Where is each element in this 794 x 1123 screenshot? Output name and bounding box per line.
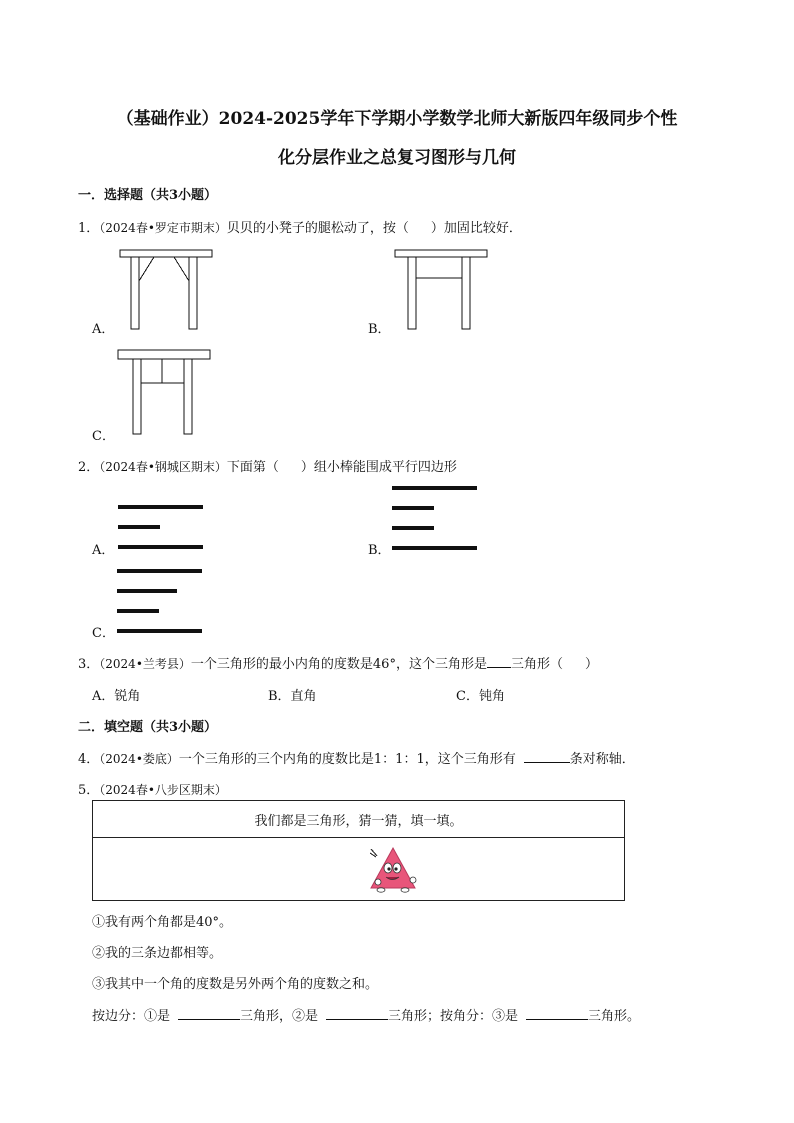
triangle-table: [92, 800, 625, 901]
question-source: （2024春•罗定市期末）: [99, 221, 227, 235]
statement-1: ①我有两个角都是40°。: [92, 915, 233, 930]
question-text: 贝贝的小凳子的腿松动了，按（: [226, 221, 409, 236]
option-b-label[interactable]: B．: [368, 543, 391, 558]
sticks-a-figure: [116, 503, 208, 553]
option-b-right[interactable]: B．直角: [268, 689, 317, 704]
question-number: 3．: [78, 657, 100, 672]
option-b-label[interactable]: B．: [368, 322, 391, 337]
question-text-mid: 三角形（: [510, 657, 563, 672]
sticks-b-figure: [390, 484, 482, 554]
question-text: 一个三角形的最小内角的度数是46°，这个三角形是: [190, 657, 487, 672]
table-header: 我们都是三角形，猜一猜，填一填。: [93, 801, 624, 838]
stool-a-figure: [118, 248, 214, 332]
table-body: [93, 838, 624, 902]
question-4: [78, 748, 635, 767]
answer-part-3: 三角形；按角分：③是: [388, 1009, 519, 1024]
question-text-end: ）组小棒能围成平行四边形: [300, 460, 457, 475]
answer-blank[interactable]: [178, 1007, 240, 1020]
question-number: 1．: [78, 221, 100, 236]
stool-b-figure: [393, 248, 489, 332]
question-text-end: 条对称轴．: [569, 752, 635, 767]
answer-blank[interactable]: [524, 750, 570, 763]
question-source: （2024•娄底）: [99, 752, 179, 766]
question-5: [78, 779, 227, 798]
section-heading-choice: 一．选择题（共3小题）: [78, 188, 218, 203]
answer-line: [92, 1005, 640, 1024]
question-source: （2024春•钢城区期末）: [99, 460, 227, 474]
page-title-line2: 化分层作业之总复习图形与几何: [278, 148, 516, 168]
answer-blank[interactable]: [487, 655, 511, 668]
stool-c-figure: [116, 348, 212, 438]
answer-part-4: 三角形。: [588, 1009, 641, 1024]
question-text-end: ）加固比较好．: [430, 221, 522, 236]
sticks-c-figure: [115, 567, 207, 637]
option-c-label[interactable]: C．: [92, 626, 115, 641]
question-number: 2．: [78, 460, 100, 475]
answer-blank[interactable]: [526, 1007, 588, 1020]
page-title-line1: （基础作业）2024-2025学年下学期小学数学北师大新版四年级同步个性: [116, 109, 678, 129]
answer-part-1: 按边分：①是: [92, 1009, 171, 1024]
question-2: [78, 456, 457, 475]
statement-3: ③我其中一个角的度数是另外两个角的度数之和。: [92, 977, 379, 992]
question-number: 4．: [78, 752, 100, 767]
question-text: 一个三角形的三个内角的度数比是1：1：1，这个三角形有: [178, 752, 516, 767]
question-text: 下面第（: [226, 460, 279, 475]
question-1: [78, 217, 522, 236]
option-c-obtuse[interactable]: C．钝角: [456, 689, 505, 704]
option-c-label[interactable]: C．: [92, 429, 115, 444]
triangle-mascot-icon: [367, 844, 421, 894]
question-source: （2024春•八步区期末）: [99, 783, 227, 797]
section-heading-fill: 二．填空题（共3小题）: [78, 720, 218, 735]
question-3: [78, 653, 598, 672]
option-a-acute[interactable]: A．锐角: [92, 689, 141, 704]
question-text-end: ）: [584, 657, 598, 672]
option-a-label[interactable]: A．: [92, 543, 115, 558]
question-number: 5．: [78, 783, 100, 798]
question-source: （2024•兰考县）: [99, 657, 191, 671]
answer-part-2: 三角形，②是: [240, 1009, 319, 1024]
answer-blank[interactable]: [326, 1007, 388, 1020]
statement-2: ②我的三条边都相等。: [92, 946, 223, 961]
option-a-label[interactable]: A．: [92, 322, 115, 337]
